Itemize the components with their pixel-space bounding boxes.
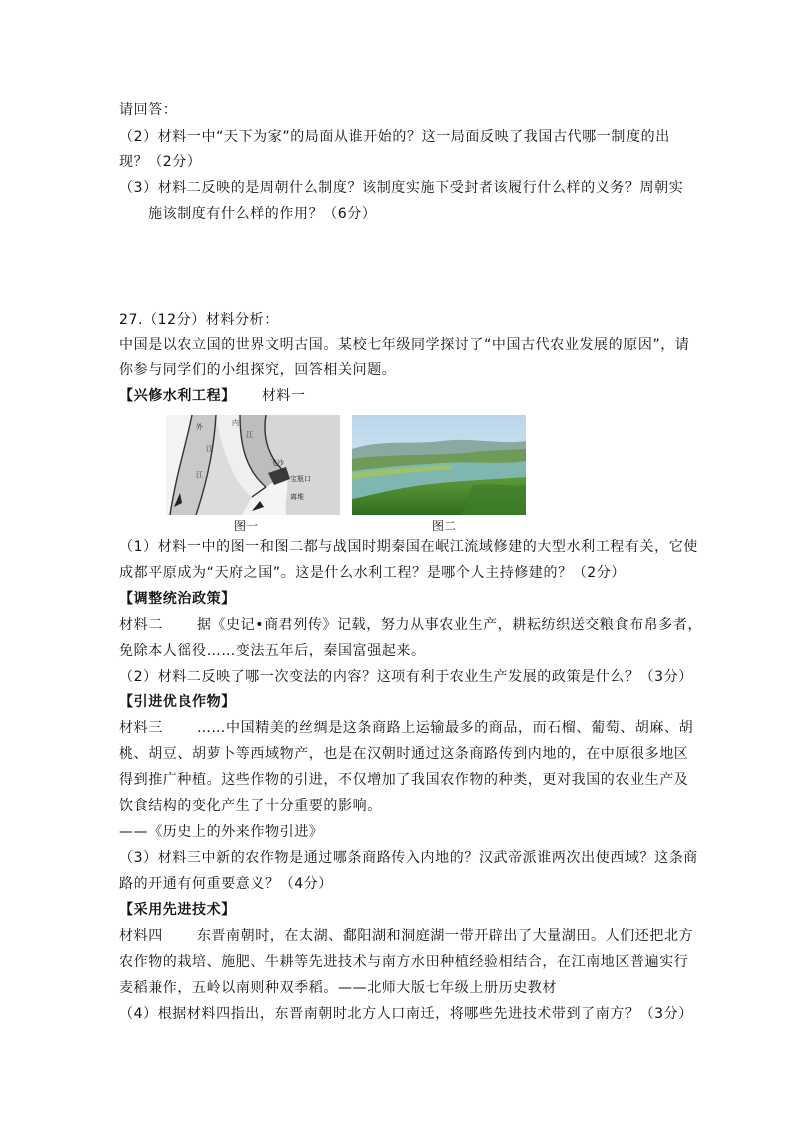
- material4-text-line2: 农作物的栽培、施肥、牛耕等先进技术与南方水田种植经验相结合，在江南地区普遍实行: [119, 954, 689, 970]
- material3-text-line3: 得到推广种植。这些作物的引进，不仅增加了我国农作物的种类，更对我国的农业生产及: [119, 772, 689, 788]
- q27-header: 27.（12分）材料分析：: [119, 312, 279, 328]
- map-label-2: 内: [232, 419, 239, 427]
- material3-text-line1: ……中国精美的丝绸是这条商路上运输最多的商品，而石榴、葡萄、胡麻、胡: [196, 720, 694, 736]
- q26-sub3-line1: （3）材料二反映的是周朝什么制度？该制度实施下受封者该履行什么样的义务？周朝实: [119, 180, 684, 196]
- section4-heading: 【采用先进技术】: [119, 902, 236, 918]
- section3-heading: 【引进优良作物】: [119, 694, 236, 710]
- q26-sub3-line2: 施该制度有什么样的作用？（6分）: [148, 206, 377, 222]
- section1-question-line1: （1）材料一中的图一和图二都与战国时期秦国在岷江流域修建的大型水利工程有关，它使: [119, 539, 698, 555]
- section2-material-row: [119, 616, 702, 634]
- section1-question-line2: 成都平原成为“天府之国”。这是什么水利工程？是哪个人主持修建的？（2分）: [119, 565, 627, 581]
- landscape-photo: [352, 415, 526, 515]
- material3-text-line2: 桃、胡豆、胡萝卜等西域物产，也是在汉朝时通过这条商路传到内地的，在中原很多地区: [119, 746, 689, 762]
- material4-text-line1: 东晋南朝时，在太湖、鄱阳湖和洞庭湖一带开辟出了大量湖田。人们还把北方: [196, 928, 694, 944]
- section2-heading: 【调整统治政策】: [119, 591, 236, 607]
- figure-2-photo: [352, 415, 526, 515]
- section3-question-line1: （3）材料三中新的农作物是通过哪条商路传入内地的？汉武帝派谁两次出使西域？这条商: [119, 850, 698, 866]
- section4-material-row: [119, 927, 693, 945]
- map-label-7: 离堆: [290, 493, 304, 501]
- map-illustration: [166, 415, 340, 515]
- map-label-8: 飞沙: [270, 459, 284, 467]
- q26-sub2-line1: （2）材料一中“天下为家”的局面从谁开始的？这一局面反映了我国古代哪一制度的出: [119, 129, 670, 145]
- material3-text-line4: 饮食结构的变化产生了十分重要的影响。: [119, 798, 382, 814]
- section1-heading: 【兴修水利工程】: [119, 388, 236, 404]
- section1-row: [119, 387, 306, 405]
- map-label-6: 宝瓶口: [290, 475, 311, 483]
- material4-label: 材料四: [119, 928, 163, 944]
- section4-question: （4）根据材料四指出，东晋南朝时北方人口南迁，将哪些先进技术带到了南方？（3分）: [119, 1006, 693, 1022]
- material1-label: 材料一: [261, 388, 306, 404]
- q27-intro-line1: 中国是以农立国的世界文明古国。某校七年级同学探讨了“中国古代农业发展的原因”，请: [119, 337, 690, 353]
- material3-label: 材料三: [119, 720, 163, 736]
- figure-2-caption: 图二: [432, 519, 457, 533]
- figure-1-caption: 图一: [234, 519, 259, 533]
- q26-prompt: 请回答：: [119, 102, 178, 118]
- map-label-3: 江: [206, 445, 213, 453]
- material2-text-line2: 免除本人徭役……变法五年后，秦国富强起来。: [119, 643, 426, 659]
- material4-text-line3: 麦稻兼作，五岭以南则种双季稻。——北师大版七年级上册历史教材: [119, 980, 557, 996]
- material2-text-line1: 据《史记•商君列传》记载，努力从事农业生产，耕耘纺织送交粮食布帛多者，: [196, 617, 703, 633]
- map-label-5: 江: [196, 471, 203, 479]
- section3-question-line2: 路的开通有何重要意义？（4分）: [119, 876, 333, 892]
- material3-source: ——《历史上的外来作物引进》: [119, 824, 324, 840]
- map-label-4: 江: [246, 431, 253, 439]
- figure-1-map: [166, 415, 340, 515]
- material2-label: 材料二: [119, 617, 163, 633]
- section3-material-row: [119, 719, 693, 737]
- map-label-1: 外: [196, 423, 203, 431]
- q26-sub2-line2: 现？（2分）: [119, 154, 202, 170]
- section2-question: （2）材料二反映了哪一次变法的内容？这项有利于农业生产发展的政策是什么？（3分）: [119, 669, 693, 685]
- q27-intro-line2: 你参与同学们的小组探究，回答相关问题。: [119, 362, 397, 378]
